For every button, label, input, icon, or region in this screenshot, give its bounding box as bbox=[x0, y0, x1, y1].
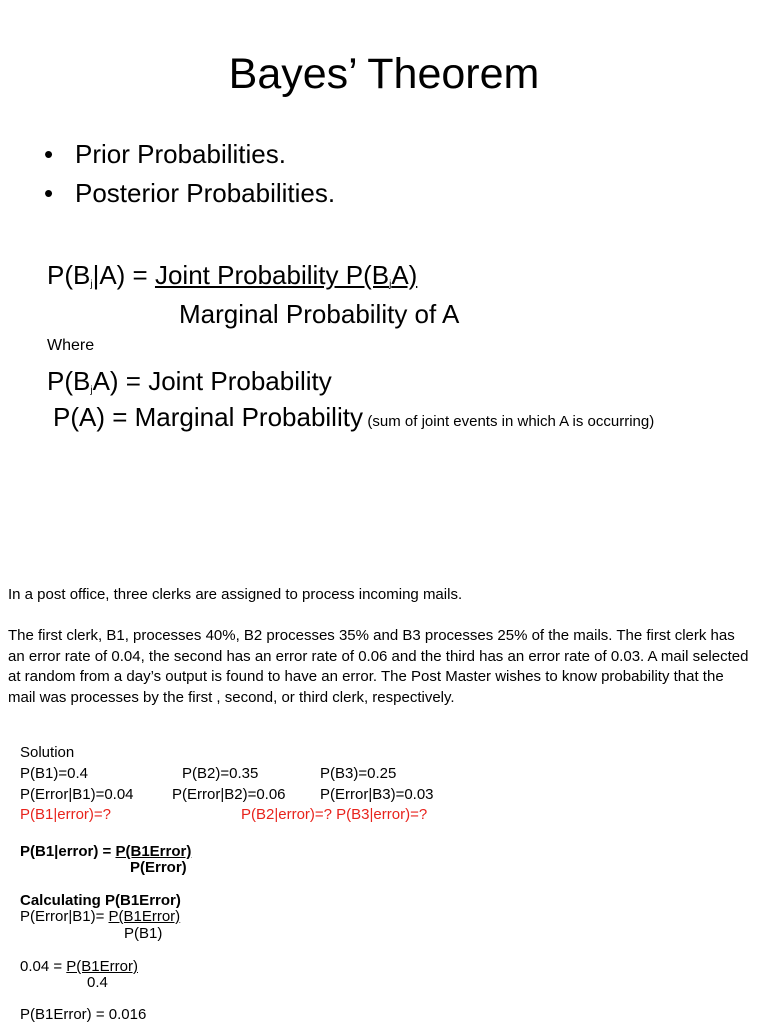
problem-details: The first clerk, B1, processes 40%, B2 processes 35% and B3 processes 25% of the mails. The first clerk has an error rate of 0.04, the second has an error rate of 0.06 and the third has an error rate of 0.03. A mail selected at random from a day’s output is found to have an error. The Post Master wishes to know probability that the mail was processes by the first , second, or third clerk, respectively. bbox=[8, 627, 749, 706]
bullet-text: Posterior Probabilities. bbox=[75, 178, 336, 208]
bullet-prior bbox=[44, 138, 286, 170]
prior-b3: P(B3)=0.25 bbox=[320, 765, 397, 782]
marginal-text: P(A) = Marginal Probability bbox=[53, 402, 363, 432]
posterior-denominator: P(Error) bbox=[130, 859, 187, 876]
unknown-b1: P(B1|error)=? bbox=[20, 806, 112, 823]
formula-denominator: Marginal Probability of A bbox=[179, 299, 460, 329]
joint-definition: $P(B_jA)$ = Joint Probability bbox=[47, 366, 332, 396]
posterior-lhs: P(B1|error) = bbox=[20, 843, 116, 860]
formula-numerator: Joint Probability $P(B_jA)$ bbox=[154, 260, 418, 290]
bullet-dot: • bbox=[44, 178, 54, 208]
prior-b2: P(B2)=0.35 bbox=[182, 765, 259, 782]
posterior-numerator: P(B1Error) bbox=[115, 843, 192, 860]
bayes-formula-numerator-line bbox=[47, 259, 417, 291]
where-label: Where bbox=[47, 337, 95, 354]
bullet-text: Prior Probabilities. bbox=[75, 139, 286, 169]
conditional-equation bbox=[20, 908, 180, 926]
conditional-lhs: P(Error|B1)= bbox=[20, 908, 109, 925]
page-title: Bayes’ Theorem bbox=[228, 50, 540, 98]
marginal-note: (sum of joint events in which A is occurring) bbox=[367, 413, 655, 430]
prior-b1: P(B1)=0.4 bbox=[20, 765, 88, 782]
substitution-denominator: 0.4 bbox=[87, 974, 108, 991]
result-equation: P(B1Error) = 0.016 bbox=[20, 1006, 147, 1023]
bullet-dot: • bbox=[44, 139, 54, 169]
likelihood-b2: P(Error|B2)=0.06 bbox=[172, 786, 286, 803]
conditional-numerator: P(B1Error) bbox=[108, 908, 181, 925]
formula-lhs: $P(B_j|A)$ = bbox=[47, 260, 155, 290]
substitution-lhs: 0.04 = bbox=[20, 958, 67, 975]
likelihood-b3: P(Error|B3)=0.03 bbox=[320, 786, 434, 803]
substitution-equation bbox=[20, 958, 138, 976]
marginal-definition bbox=[53, 401, 654, 433]
bullet-posterior bbox=[44, 177, 335, 209]
substitution-numerator: P(B1Error) bbox=[66, 958, 138, 975]
solution-heading: Solution bbox=[20, 744, 75, 761]
likelihood-b1: P(Error|B1)=0.04 bbox=[20, 786, 134, 803]
calc-heading: Calculating P(B1Error) bbox=[20, 892, 181, 909]
unknown-b2-b3: P(B2|error)=? P(B3|error)=? bbox=[241, 806, 428, 823]
problem-intro: In a post office, three clerks are assigned to process incoming mails. bbox=[8, 586, 463, 603]
conditional-denominator: P(B1) bbox=[124, 925, 163, 942]
